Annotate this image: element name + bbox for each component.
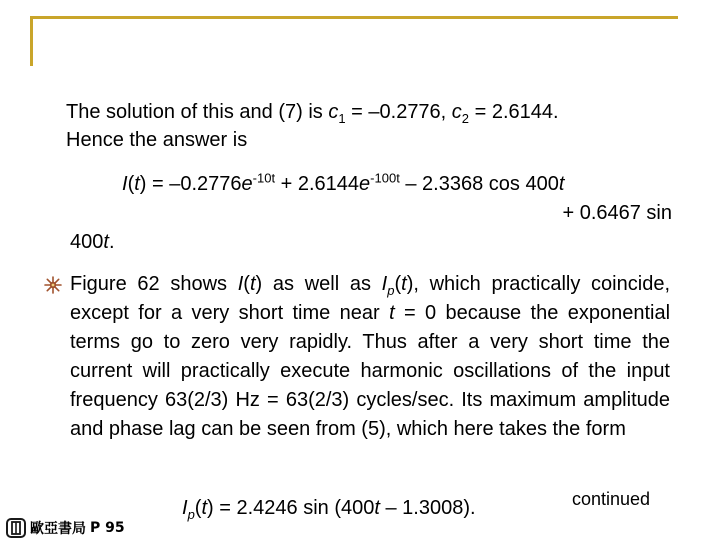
publisher-name: 歐亞書局 [30,521,86,537]
continued-label: continued [572,489,651,509]
bullet-paragraph: Figure 62 shows I(t) as well as $I_p(t)$, which practically coincide, except for a very short time near t = 0 because the exponential terms go to zero very rapidly. Thus after a very short time the current will practically execute harmonic oscillations of the input frequency 63(2/3) Hz = 63(2/3) cycles/sec. Its maximum amplitude and phase lag can be seen from (5), which here takes the form [70,273,671,440]
publisher-logo-icon [6,518,26,538]
frame-left-border [30,16,33,66]
frame-top-border [30,16,678,19]
equation-steady-state: $I_p(t) = 2.4246$ sin (400t – 1.3008). [182,497,476,522]
sunburst-bullet-icon [44,276,62,294]
intro-line2: Hence the answer is [66,129,248,151]
equation-current-line1: $I(t) = -0.2776e^{-10t} + 2.6144e^{-100t} - 2.3368$ cos 400t [122,170,565,195]
intro-text: The solution of this and (7) is $c_1 = -0.2776$, $c_2 = 2.6144$. Hence the answer is [66,101,559,151]
equation-current-line3: 400t. [70,231,115,253]
equation-current-line2: + 0.6467 sin [562,202,672,224]
page-number: P 95 [90,520,125,536]
footer [6,516,125,540]
